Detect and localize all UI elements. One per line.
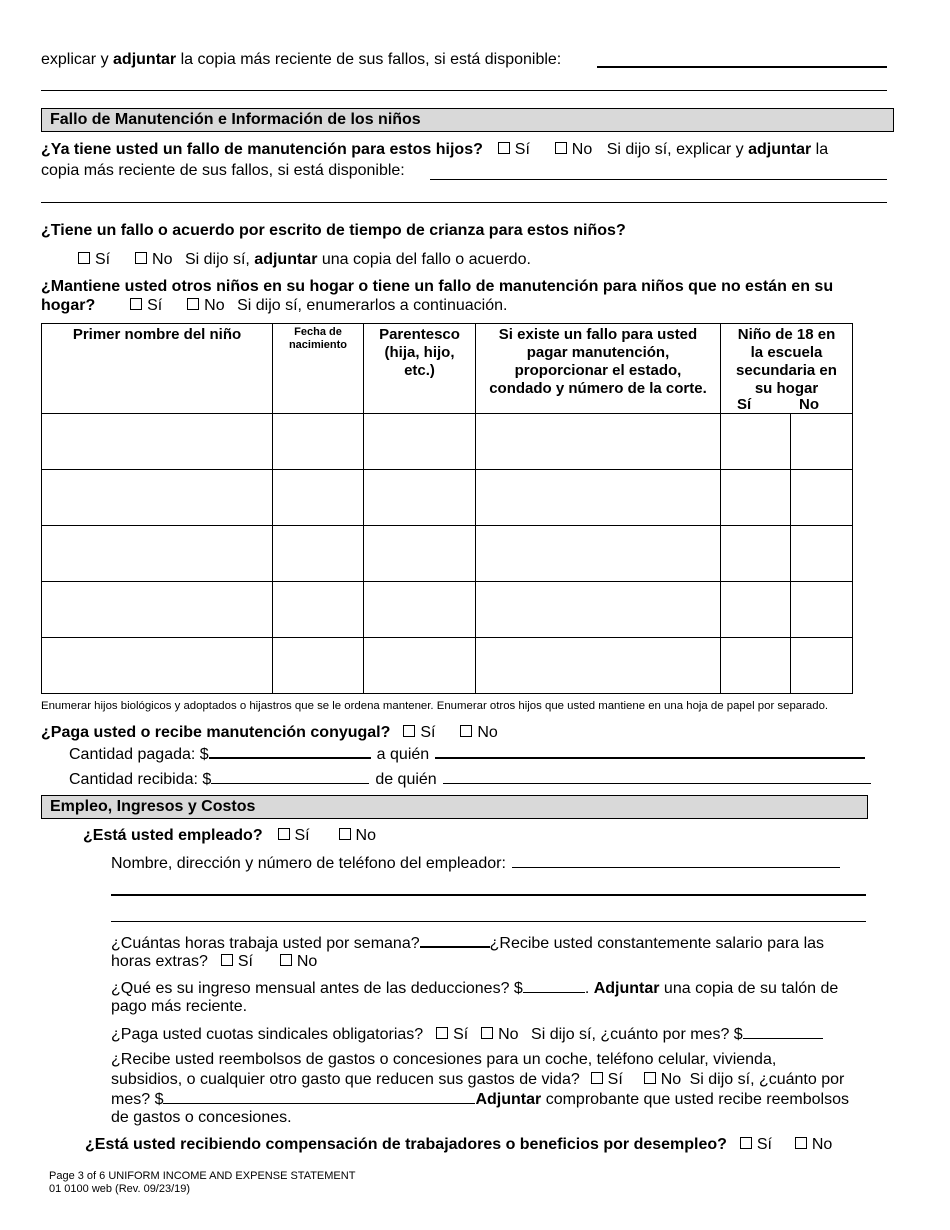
q-employed-no-label: No [355,827,376,844]
cell-name[interactable] [42,638,273,694]
table-row [42,414,853,470]
table-row [42,526,853,582]
cell-no[interactable] [791,470,853,526]
col-school-label-4: su hogar [754,380,819,397]
q-other-row [41,296,507,315]
col-school-label-3: secundaria en [736,362,837,379]
q-spousal-no-checkbox[interactable] [460,725,472,737]
q-order-explain-pre: Si dijo sí, explicar y [606,141,749,158]
q-reimb-line2: subsidios, o cualquier otro gasto que reducen sus gastos de vida? [111,1071,580,1088]
q-parenting-explain-post: una copia del fallo o acuerdo. [317,251,531,268]
q-other-question-2: hogar? [41,297,96,314]
q-hours-yes-label: Sí [237,953,253,970]
col-dob-header [273,324,364,414]
q-hours-no-checkbox[interactable] [280,954,292,966]
q-parenting-explain-pre: Si dijo sí, [184,251,255,268]
q-union-row [111,1024,823,1044]
top-text-post: la copia más reciente de sus fallos, si está disponible: [176,51,562,68]
table-row [42,470,853,526]
cell-name[interactable] [42,414,273,470]
q-order-explain-bold: adjuntar [748,141,812,158]
spousal-to-whom-label: a quién [376,746,430,763]
employer-field-line-3[interactable] [111,921,866,922]
q-hours-row-2 [111,952,317,971]
section-support-title: Fallo de Manutención e Información de los niños [50,111,421,128]
reimb-field[interactable] [163,1089,475,1104]
q-spousal-no-label: No [477,724,498,741]
col-dob-label-2: nacimiento [288,339,348,351]
top-answer-line-2[interactable] [41,90,887,91]
cell-name[interactable] [42,526,273,582]
col-rel-label-3: etc.) [404,362,435,379]
col-order-label-1: Si existe un fallo para usted [498,326,698,343]
q-spousal-row [41,723,498,742]
q-reimb-line4: de gastos o concesiones. [111,1109,292,1126]
section-employment-title: Empleo, Ingresos y Costos [50,798,256,815]
q-reimb-explain: Si dijo sí, ¿cuánto por [689,1071,845,1088]
q-parenting-row [78,250,531,269]
q-employed-no-checkbox[interactable] [339,828,351,840]
q-other-yes-checkbox[interactable] [130,298,142,310]
cell-dob[interactable] [273,638,364,694]
cell-yes[interactable] [721,414,791,470]
q-order-answer-line[interactable] [430,179,887,180]
top-text-pre: explicar y [41,51,114,68]
col-rel-label-2: (hija, hijo, [384,344,455,361]
spousal-paid-field[interactable] [209,743,371,759]
income-field[interactable] [523,978,585,993]
q-hours-text2: ¿Recibe usted constantemente salario para las [489,935,825,952]
cell-rel[interactable] [364,414,476,470]
q-spousal-question: ¿Paga usted o recibe manutención conyugal? [41,724,391,741]
q-reimb-line1: ¿Recibe usted reembolsos de gastos o concesiones para un coche, teléfono celular, vivienda, [111,1051,777,1068]
q-income-text2: una copia de su talón de [659,980,839,997]
cell-order[interactable] [476,638,721,694]
q-reimb-no-checkbox[interactable] [644,1072,656,1084]
cell-order[interactable] [476,470,721,526]
q-parenting-no-label: No [152,251,173,268]
q-spousal-yes-checkbox[interactable] [403,725,415,737]
q-union-yes-label: Sí [453,1026,469,1043]
q-comp-yes-label: Sí [756,1136,772,1153]
top-text [41,50,561,69]
cell-dob[interactable] [273,582,364,638]
col-order-label-3: proporcionar el estado, [514,362,682,379]
col-school-label-1: Niño de 18 en [737,326,836,343]
cell-rel[interactable] [364,526,476,582]
footer-line2: 01 0100 web (Rev. 09/23/19) [49,1183,191,1195]
cell-name[interactable] [42,582,273,638]
q-hours-row [111,932,824,953]
q-order-row [41,140,828,159]
cell-no[interactable] [791,414,853,470]
q-comp-question: ¿Está usted recibiendo compensación de trabajadores o beneficios por desempleo? [85,1136,727,1153]
col-dob-label-1: Fecha de [294,326,342,338]
children-table-header [42,324,853,414]
q-reimb-no-label: No [660,1071,682,1088]
q-comp-yes-checkbox[interactable] [740,1137,752,1149]
cell-yes[interactable] [721,526,791,582]
q-reimb-row [111,1070,844,1089]
q-employed-question: ¿Está usted empleado? [83,827,263,844]
q-reimb-yes-label: Sí [607,1071,623,1088]
cell-name[interactable] [42,470,273,526]
cell-dob[interactable] [273,470,364,526]
q-parenting-yes-checkbox[interactable] [78,252,90,264]
q-parenting-explain-bold: adjuntar [254,251,318,268]
q-other-explain: Si dijo sí, enumerarlos a continuación. [237,297,508,314]
spousal-to-whom-field[interactable] [435,743,865,759]
section-employment-header [41,795,868,819]
children-table [41,323,853,694]
union-field[interactable] [743,1024,823,1039]
q-union-no-label: No [498,1026,519,1043]
q-other-no-checkbox[interactable] [187,298,199,310]
q-reimb-yes-checkbox[interactable] [591,1072,603,1084]
spousal-paid-label: Cantidad pagada: $ [69,746,209,763]
q-reimb-line3-bold: Adjuntar [475,1091,542,1108]
q-hours-yes-checkbox[interactable] [221,954,233,966]
q-union-explain: Si dijo sí, ¿cuánto por mes? $ [531,1026,743,1043]
cell-dob[interactable] [273,414,364,470]
q-reimb-line3-pre: mes? $ [111,1091,164,1108]
col-order-label-4: condado y número de la corte. [489,380,707,397]
q-order-yes-label: Sí [514,141,530,158]
col-school-no-label: No [799,396,819,413]
cell-yes[interactable] [721,582,791,638]
q-order-question: ¿Ya tiene usted un fallo de manutención para estos hijos? [41,141,483,158]
q-union-no-checkbox[interactable] [481,1027,493,1039]
q-hours-text3: horas extras? [111,953,208,970]
col-school-yes-label: Sí [737,396,752,413]
q-order-answer-line-2[interactable] [41,202,887,203]
q-hours-no-label: No [296,953,318,970]
q-parenting-question: ¿Tiene un fallo o acuerdo por escrito de tiempo de crianza para estos niños? [41,222,626,239]
employer-field[interactable] [512,853,840,868]
cell-dob[interactable] [273,526,364,582]
table-row [42,638,853,694]
q-union-text: ¿Paga usted cuotas sindicales obligatorias? [111,1026,424,1043]
cell-yes[interactable] [721,470,791,526]
q-order-explain-post: la [811,141,829,158]
footer-line1: Page 3 of 6 UNIFORM INCOME AND EXPENSE STATEMENT [49,1170,356,1182]
col-school-header [721,324,853,414]
col-rel-label-1: Parentesco [379,326,460,343]
q-other-question: ¿Mantiene usted otros niños en su hogar o tiene un fallo de manutención para niños que no están en su [41,278,834,295]
col-name-label: Primer nombre del niño [72,326,242,343]
q-employed-row [83,826,376,845]
q-order-yes-checkbox[interactable] [498,142,510,154]
q-comp-no-label: No [811,1136,833,1153]
q-other-no-label: No [204,297,225,314]
top-text-bold: adjuntar [113,51,177,68]
cell-order[interactable] [476,414,721,470]
q-employed-yes-checkbox[interactable] [278,828,290,840]
col-rel-header [364,324,476,414]
q-order-line2: copia más reciente de sus fallos, si está disponible: [41,162,405,179]
col-order-header [476,324,721,414]
q-parenting-yes-label: Sí [95,251,111,268]
q-hours-text1: ¿Cuántas horas trabaja usted por semana? [111,935,420,952]
cell-rel[interactable] [364,638,476,694]
q-reimb-line3-post: comprobante que usted recibe reembolsos [541,1091,849,1108]
col-order-label-2: pagar manutención, [526,344,670,361]
cell-order[interactable] [476,526,721,582]
q-union-yes-checkbox[interactable] [436,1027,448,1039]
q-income-line2: pago más reciente. [111,998,248,1015]
q-order-no-label: No [571,141,593,158]
spousal-received-row [69,769,871,789]
col-name-header [42,324,273,414]
q-order-no-checkbox[interactable] [555,142,567,154]
employer-field-line-2[interactable] [111,894,866,896]
table-note: Enumerar hijos biológicos y adoptados o hijastros que se le ordena mantener. Enumerar otros hijos que usted mantiene en una hoja de papel por separado. [41,700,829,712]
q-parenting-no-checkbox[interactable] [135,252,147,264]
q-reimb-line3 [111,1089,849,1109]
q-other-yes-label: Sí [147,297,163,314]
hours-field[interactable] [420,932,490,948]
q-comp-row [85,1135,832,1154]
cell-no[interactable] [791,582,853,638]
cell-rel[interactable] [364,470,476,526]
cell-no[interactable] [791,526,853,582]
cell-no[interactable] [791,638,853,694]
q-spousal-yes-label: Sí [420,724,436,741]
q-employed-yes-label: Sí [294,827,310,844]
spousal-from-whom-field[interactable] [443,769,871,784]
cell-order[interactable] [476,582,721,638]
q-income-bold: Adjuntar [593,980,660,997]
employer-row [111,853,840,873]
employer-label: Nombre, dirección y número de teléfono del empleador: [111,855,506,872]
q-income-row: ¿Qué es su ingreso mensual antes de las deducciones? $ . Adjuntar una copia de su talón de [111,980,839,997]
section-support-header [41,108,894,132]
spousal-paid-row [69,743,865,764]
table-row [42,582,853,638]
cell-rel[interactable] [364,582,476,638]
top-answer-line[interactable] [597,66,887,68]
spousal-from-whom-label: de quién [375,771,437,788]
spousal-received-label: Cantidad recibida: $ [69,771,212,788]
q-comp-no-checkbox[interactable] [795,1137,807,1149]
spousal-received-field[interactable] [211,769,369,784]
q-income-text1: ¿Qué es su ingreso mensual antes de las deducciones? $ [111,980,523,997]
cell-yes[interactable] [721,638,791,694]
col-school-label-2: la escuela [750,344,823,361]
